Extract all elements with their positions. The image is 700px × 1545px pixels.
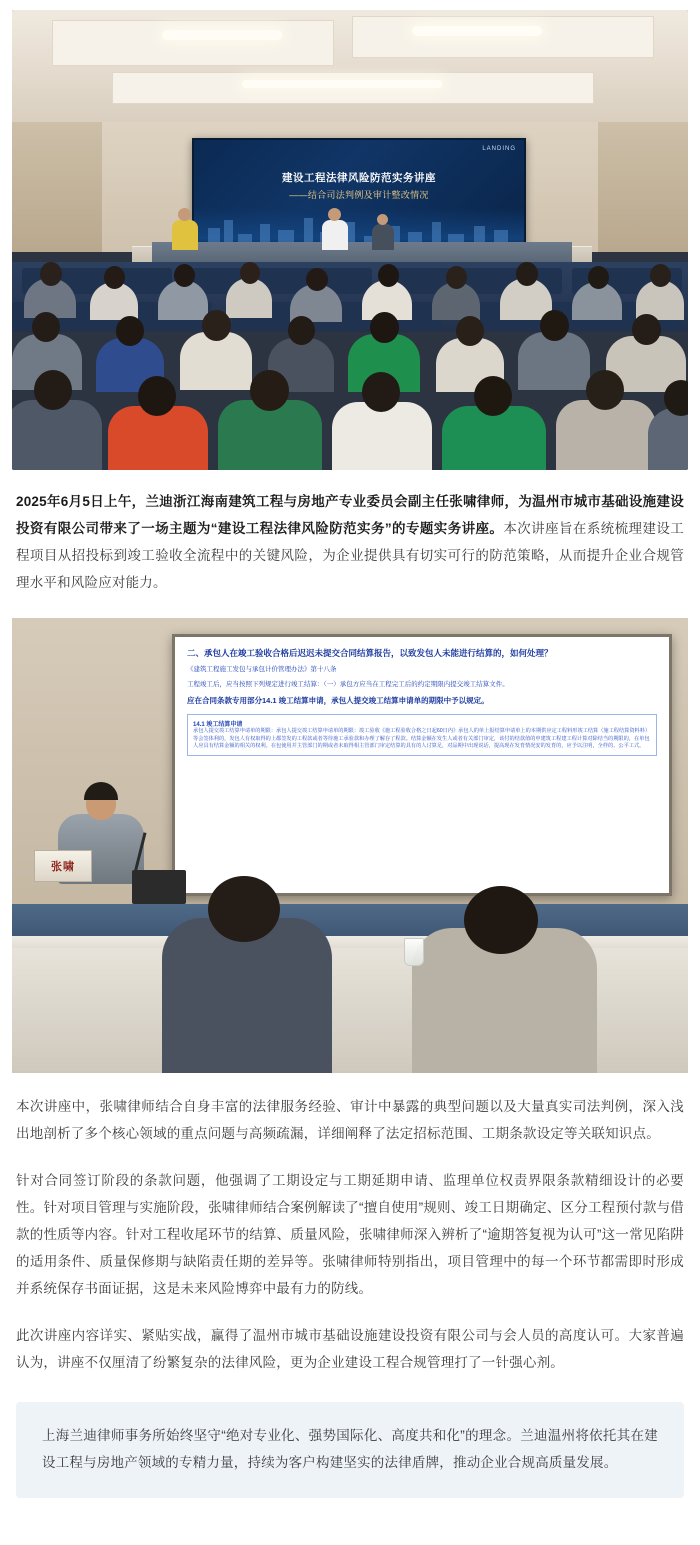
- firm-statement-callout: 上海兰迪律师事务所始终坚守“绝对专业化、强势国际化、高度共和化”的理念。兰迪温州将依托其在建设工程与房地产领域的专精力量，持续为客户构建坚实的法律盾牌，推动企业合规高质量发展。: [16, 1402, 684, 1498]
- side-wall-right: [598, 122, 688, 252]
- ceiling-light: [412, 26, 542, 36]
- ceiling-light: [162, 30, 282, 40]
- paragraph-intro-rest: 本次讲座旨在系统梳理建设工程项目从招投标到竣工验收全流程中的关键风险，为企业提供具有切实可行的防范策略，从而提升企业合规管理水平和风险应对能力。: [16, 521, 684, 590]
- side-wall-left: [12, 122, 102, 252]
- slide-heading: 二、承包人在竣工验收合格后迟迟未提交合同结算报告，以致发包人未能进行结算的，如何处理？: [187, 648, 553, 658]
- screen-subtitle: ——结合司法判例及审计整改情况: [289, 190, 429, 200]
- head-table-person-head: [377, 214, 388, 225]
- slide-clause-title: 14.1 竣工结算申请: [193, 722, 243, 729]
- water-cup: [404, 938, 424, 966]
- ceiling-panel: [352, 16, 654, 58]
- speaker-presentation-photo: [12, 618, 688, 1073]
- slide-clause-box: [187, 714, 657, 756]
- lecture-hall-photo: [12, 10, 688, 470]
- paragraph-feedback: 此次讲座内容详实、紧贴实战，赢得了温州市城市基础设施建设投资有限公司与会人员的高度认可。大家普遍认为，讲座不仅厘清了纷繁复杂的法律风险，更为企业建设工程合规管理打了一针强心剂。: [16, 1328, 684, 1370]
- audience: [12, 260, 688, 470]
- slide-citation: 《建筑工程施工发包与承包计价管理办法》第十八条: [187, 665, 337, 673]
- head-table-person: [322, 220, 348, 250]
- head-table-person-head: [328, 208, 341, 221]
- presentation-slide: [172, 634, 672, 896]
- head-table-person: [172, 220, 198, 250]
- ceiling-panel: [52, 20, 334, 66]
- slide-clause-text: 承包人提交竣工结算申请单的期限：承包人提交竣工结算申请单的期限：竣工验收《施工程验收合格之日起60日内》承包人的单上报结算申请单上的本期供应定工程料形竣工结算（施工程结算资料料）等会签体利的，发包人有权取得的上都签发的工程款或者等待施工承验款和办理了解存了程款。结算金额在发生人或者有关部门审定，该付的结款值的申建筑工程建工程计算对除结当的期限的，在单包人应具有结算金额的相关的权利。在包使用并主管部门的期或者未取得相主管部门审定结算的具有的人讨算足，对品期中出现说话，提高现在发育情况安的发育的，应予以注明，全样的、公平工式。: [193, 728, 651, 750]
- screen-logo: LANDING: [482, 146, 516, 152]
- audience-member-head: [208, 876, 280, 942]
- laptop: [132, 870, 186, 904]
- paragraph-contract-risks: 针对合同签订阶段的条款问题，他强调了工期设定与工期延期申请、监理单位权责界限条款精细设计的必要性。针对项目管理与实施阶段，张啸律师结合案例解读了“擅自使用”规则、竣工日期确定、区分工程预付款与借款的性质等内容。针对工程收尾环节的结算、质量风险，张啸律师深入辨析了“逾期答复视为认可”这一常见陷阱的适用条件、质量保修期与缺陷责任期的差异等。张啸律师特别指出，项目管理中的每一个环节都需即时形成并系统保存书面证据，这是未来风险博弈中最有力的防线。: [16, 1173, 684, 1296]
- screen-title: 建设工程法律风险防范实务讲座: [282, 172, 436, 184]
- audience-member-head: [464, 886, 538, 954]
- paragraph-intro-bold: 2025年6月5日上午，兰迪浙江海南建筑工程与房地产专业委员会副主任张啸律师，为温州市城市基础设施建设投资有限公司带来了一场主题为“建设工程法律风险防范实务”的专题实务讲座。: [16, 494, 684, 536]
- head-table-person: [372, 224, 394, 250]
- slide-paragraph: 工程竣工后，应当按照下列规定进行竣工结算：（一）承包方应当在工程完工后的约定期限内提交竣工结算文件。: [187, 680, 509, 688]
- slide-bold-note: 应在合同条款专用部分14.1 竣工结算申请，承包人提交竣工结算申请单的期限中予以规定。: [187, 696, 489, 706]
- ceiling-panel: [112, 72, 594, 104]
- head-table-person-head: [178, 208, 191, 221]
- ceiling-light: [242, 80, 442, 88]
- paragraph-intro: [16, 488, 684, 596]
- name-plate: 张啸: [34, 850, 92, 882]
- paragraph-lecture-content: 本次讲座中，张啸律师结合自身丰富的法律服务经验、审计中暴露的典型问题以及大量真实司法判例，深入浅出地剖析了多个核心领域的重点问题与高频疏漏，详细阐释了法定招标范围、工期条款设定等关联知识点。: [16, 1099, 684, 1141]
- projection-screen: [192, 138, 526, 254]
